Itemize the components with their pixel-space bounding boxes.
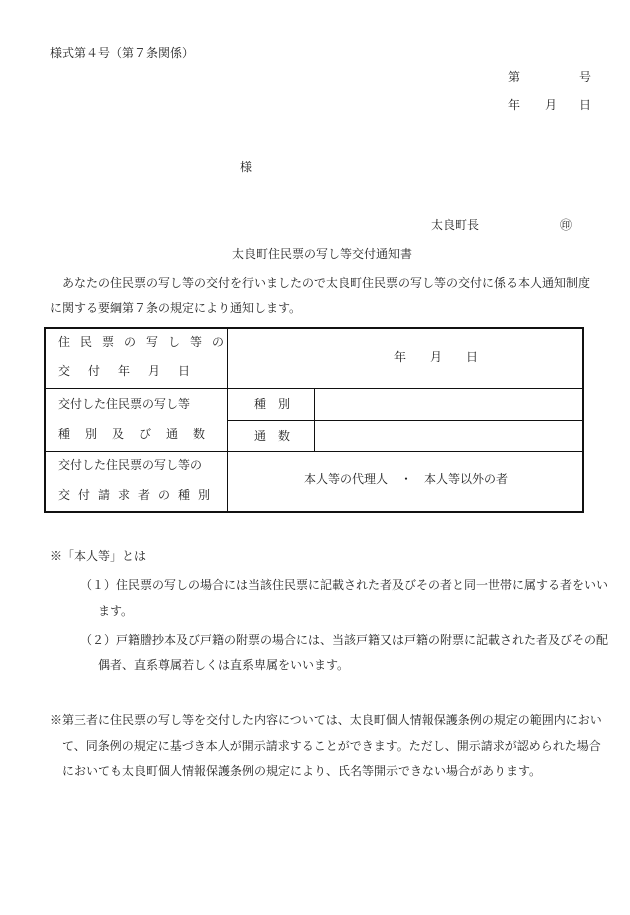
disclosure-line-2: て、同条例の規定に基づき本人が開示請求することができます。ただし、開示請求が認められた場合 <box>62 739 601 753</box>
date-month: 月 <box>545 98 558 112</box>
document-title: 太良町住民票の写し等交付通知書 <box>232 247 413 261</box>
row1-label-line1 <box>58 334 235 350</box>
table-divider <box>314 388 315 451</box>
row2-type-label: 種 別 <box>254 397 291 411</box>
row2-count-label: 通 数 <box>254 429 291 443</box>
row2-label-line2: 種別及び通数 <box>58 427 221 441</box>
recipient-suffix: 様 <box>240 160 253 174</box>
note-item2-line1: （２）戸籍謄抄本及び戸籍の附票の場合には、当該戸籍又は戸籍の附票に記載された者及びその配 <box>80 633 609 647</box>
form-number: 様式第４号（第７条関係） <box>50 46 195 60</box>
disclosure-line-1: ※第三者に住民票の写し等を交付した内容については、太良町個人情報保護条例の規定の範囲内におい <box>50 713 602 727</box>
row3-label-line1: 交付した住民票の写し等の <box>58 458 203 472</box>
note-item1-line1: （１）住民票の写しの場合には当該住民票に記載された者及びその者と同一世帯に属する者をいい <box>80 578 609 592</box>
row2-label-line1: 交付した住民票の写し等 <box>58 397 191 411</box>
doc-number-prefix: 第 <box>508 70 521 84</box>
sender-title: 太良町長 <box>431 218 480 232</box>
row1-day: 日 <box>466 350 479 364</box>
date-day: 日 <box>579 98 592 112</box>
notes-heading: ※「本人等」とは <box>50 549 147 563</box>
date-year: 年 <box>508 98 521 112</box>
table-divider <box>227 420 582 421</box>
doc-number-suffix: 号 <box>579 70 592 84</box>
row1-label-line2: 交付年月日 <box>58 364 209 378</box>
row3-requester-types: 本人等の代理人 ・ 本人等以外の者 <box>304 472 509 486</box>
table-divider <box>46 451 582 452</box>
row1-month: 月 <box>430 350 443 364</box>
row1-label-line1-text: 住民票の写し等の <box>58 335 235 349</box>
note-item2-line2: 偶者、直系尊属若しくは直系卑属をいいます。 <box>98 658 350 672</box>
notification-table <box>44 327 584 513</box>
note-item1-line2: ます。 <box>98 604 134 618</box>
row1-year: 年 <box>394 350 407 364</box>
intro-line-1: あなたの住民票の写し等の交付を行いましたので太良町住民票の写し等の交付に係る本人通知制度 <box>62 276 591 290</box>
disclosure-line-3: においても太良町個人情報保護条例の規定により、氏名等開示できない場合があります。 <box>62 764 542 778</box>
intro-line-2: に関する要綱第７条の規定により通知します。 <box>50 301 302 315</box>
seal-mark: ㊞ <box>560 218 573 232</box>
row3-label-line2: 交付請求者の種別 <box>58 488 219 502</box>
